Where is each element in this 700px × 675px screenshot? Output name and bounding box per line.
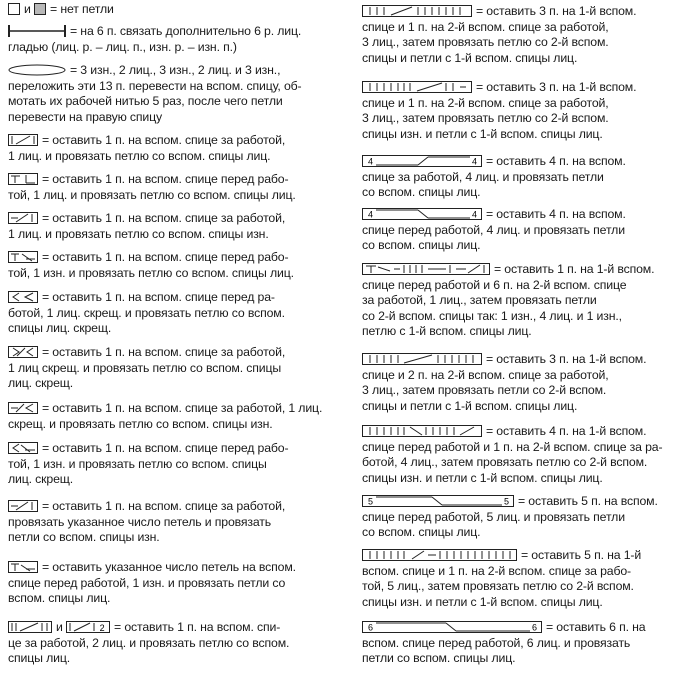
cable-symbol	[8, 500, 38, 512]
legend-entry-cable-6: = оставить 1 п. на вспом. спице за работой, 1 лиц скрещ. и провязать петлю со вспом. спицы лиц. скрещ.	[8, 345, 286, 391]
stitch-count-label: 4	[472, 209, 477, 220]
legend-entry-cable-9: = оставить 1 п. на вспом. спице за работой, провязать указанное число петель и провязать петли со вспом. спицы изн.	[8, 499, 286, 545]
cable-symbol	[8, 346, 38, 358]
legend-entry-cable-1: = оставить 1 п. на вспом. спице за работой, 1 лиц. и провязать петлю со вспом. спицы лиц.	[8, 133, 286, 163]
legend-entry-wrap: = 3 изн., 2 лиц., 3 изн., 2 лиц. и 3 изн., переложить эти 13 п. перевести на вспом. спицу, об- мотать их рабочей нитью 5 раз, после чего петли перевести на правую спицу	[8, 63, 302, 124]
cable-symbol	[362, 155, 482, 167]
stitch-count-label: 6	[532, 622, 537, 633]
cable-symbol	[362, 425, 482, 437]
cable-symbol	[8, 442, 38, 454]
cable-symbol	[362, 353, 482, 365]
legend-entry-cable-8: = оставить 1 п. на вспом. спице перед рабо- той, 1 изн. и провязать петлю со вспом. спицы лиц. скрещ.	[8, 441, 289, 487]
legend-entry-cable-11: и 2 = оставить 1 п. на вспом. спи- це за работой, 2 лиц. и провязать петлю со вспом. спицы лиц.	[8, 620, 290, 666]
cable-symbol	[8, 251, 38, 263]
svg-text:2: 2	[99, 623, 105, 633]
bar-span-symbol	[8, 25, 66, 37]
stitch-count-label: 5	[368, 496, 373, 507]
legend-entry-cable-4-front: 4 4 = оставить 4 п. на вспом. спице перед работой, 4 лиц. и провязать петли со вспом. спицы лиц.	[362, 207, 626, 253]
cable-symbol	[8, 134, 38, 146]
legend-entry-span-6: = на 6 п. связать дополнительно 6 р. лиц. гладью (лиц. р. – лиц. п., изн. р. – изн. п.)	[8, 24, 302, 54]
stitch-count-label: 4	[368, 209, 373, 220]
legend-entry-cable-7: = оставить 1 п. на вспом. спице за работой, 1 лиц. скрещ. и провязать петлю со вспом. спицы изн.	[8, 401, 323, 431]
cable-symbol	[8, 173, 38, 185]
cable-symbol	[8, 291, 38, 303]
legend-entry-cross-3-1-b: = оставить 3 п. на 1-й вспом. спице и 1 п. на 2-й вспом. спице за работой, 3 лиц., затем провязать петлю со 2-й вспом. спицы изн. и петли с 1-й вспом. спицы лиц.	[362, 80, 637, 141]
stitch-count-label: 4	[472, 156, 477, 167]
legend-entry-cross-4-1: = оставить 4 п. на 1-й вспом. спице перед работой и 1 п. на 2-й вспом. спице за ра- ботой, 4 лиц., затем провязать петлю со 2-й вспом. спицы изн. и петли с 1-й вспом. спицы лиц.	[362, 424, 663, 485]
legend-entry-cable-3: = оставить 1 п. на вспом. спице за работой, 1 лиц. и провязать петлю со вспом. спицы изн.	[8, 211, 286, 241]
legend-entry-cable-2: = оставить 1 п. на вспом. спице перед рабо- той, 1 лиц. и провязать петлю со вспом. спицы лиц.	[8, 172, 296, 202]
legend-entry-cable-5: = оставить 1 п. на вспом. спице перед ра- ботой, 1 лиц. скрещ. и провязать петлю со вспом. спицы лиц. скрещ.	[8, 290, 285, 336]
cable-symbol	[362, 263, 490, 275]
stitch-count-label: 6	[368, 622, 373, 633]
legend-entry-cable-5: 5 5 = оставить 5 п. на вспом. спице перед работой, 5 лиц. и провязать петли со вспом. спицы лиц.	[362, 494, 658, 540]
legend-entry-cable-10: = оставить указанное число петель на вспом. спице перед работой, 1 изн. и провязать петли со вспом. спицы лиц.	[8, 560, 296, 606]
cable-symbol	[8, 621, 52, 633]
legend-entry-cable-4-back: 4 4 = оставить 4 п. на вспом. спице за работой, 4 лиц. и провязать петли со вспом. спицы лиц.	[362, 154, 626, 200]
cable-symbol	[362, 549, 517, 561]
legend-entry-cross-3-2: = оставить 3 п. на 1-й вспом. спице и 2 п. на 2-й вспом. спице за работой, 3 лиц., затем провязать петли со 2-й вспом. спицы и петли с 1-й вспом. спицы лиц.	[362, 352, 647, 413]
legend-entry-no-stitch: и = нет петли	[8, 2, 114, 18]
legend-entry-cross-1-6: = оставить 1 п. на 1-й вспом. спице перед работой и 6 п. на 2-й вспом. спице за работой, 1 лиц., затем провязать петли со 2-й вспом. спицы так: 1 изн., 4 лиц. и 1 изн., петлю с 1-й вспом. спицы лиц.	[362, 262, 655, 339]
cable-symbol	[362, 208, 482, 220]
grey-square-symbol	[34, 3, 46, 15]
cable-symbol	[66, 621, 110, 633]
cable-symbol	[362, 621, 542, 633]
legend-entry-cross-3-1-a: = оставить 3 п. на 1-й вспом. спице и 1 п. на 2-й вспом. спице за работой, 3 лиц., затем провязать петлю со 2-й вспом. спицы и петли с 1-й вспом. спицы лиц.	[362, 4, 637, 65]
cable-symbol	[8, 561, 38, 573]
cable-symbol	[362, 5, 472, 17]
cable-symbol	[362, 81, 472, 93]
legend-entry-cable-6: 6 6 = оставить 6 п. на вспом. спице перед работой, 6 лиц. и провязать петли со вспом. спицы лиц.	[362, 620, 646, 666]
legend-entry-cable-4: = оставить 1 п. на вспом. спице перед рабо- той, 1 изн. и провязать петлю со вспом. спицы лиц.	[8, 250, 294, 280]
legend-entry-cross-5-1: = оставить 5 п. на 1-й вспом. спице и 1 п. на 2-й вспом. спице за рабо- той, 5 лиц., затем провязать петлю со 2-й вспом. спицы изн. и петли с 1-й вспом. спицы лиц.	[362, 548, 642, 609]
cable-symbol	[8, 402, 38, 414]
oval-symbol	[8, 64, 66, 76]
empty-square-symbol	[8, 3, 20, 15]
cable-symbol	[8, 212, 38, 224]
stitch-count-label: 5	[504, 496, 509, 507]
cable-symbol	[362, 495, 514, 507]
stitch-count-label: 4	[368, 156, 373, 167]
